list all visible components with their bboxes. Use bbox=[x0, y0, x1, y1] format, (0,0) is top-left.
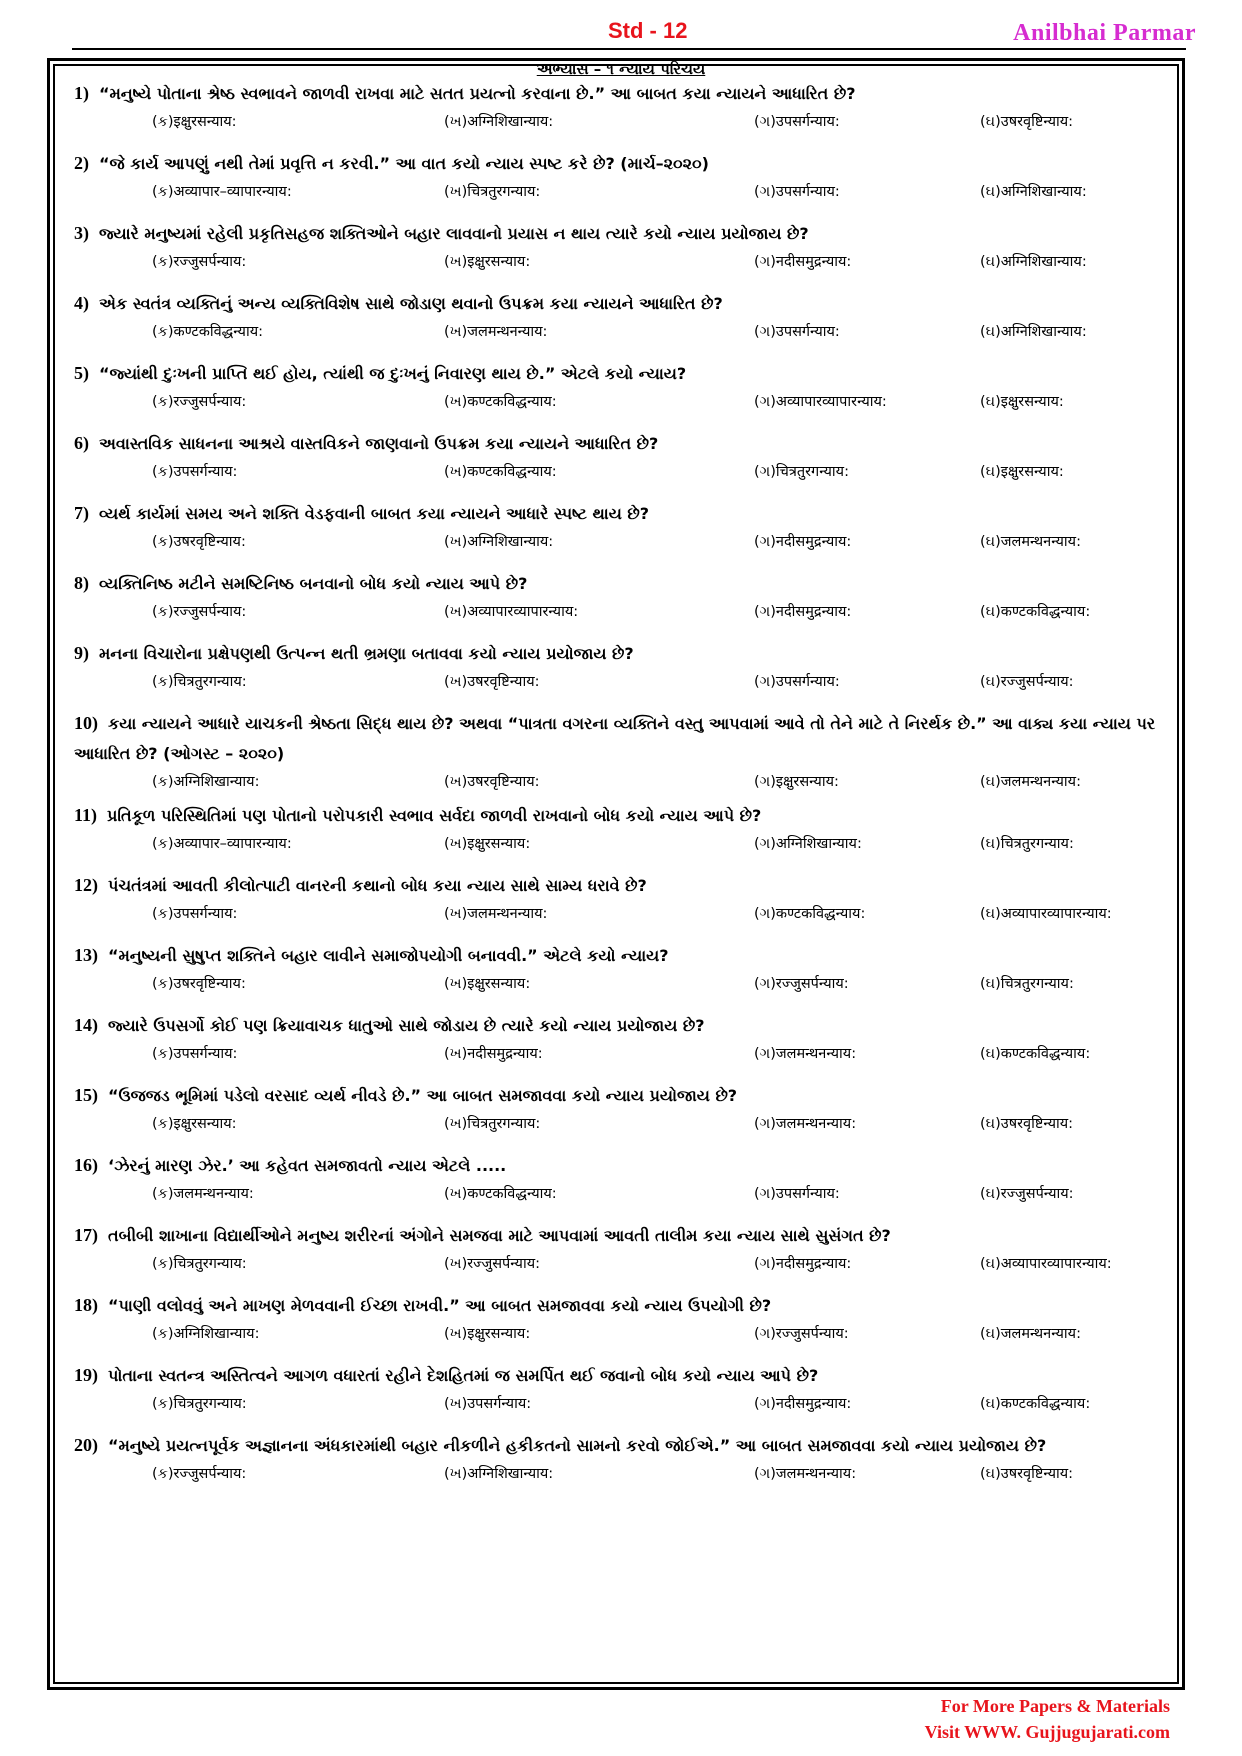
question-item bbox=[74, 1010, 1174, 1067]
option-b: (ખ)इक्षुरसन्याय: bbox=[444, 1326, 531, 1342]
question-text-row bbox=[74, 78, 1174, 109]
question-text: જ્યારે ઉપસર્ગો કોઈ પણ ક્રિયાવાચક ધાતુઓ સાથે જોડાય છે ત્યારે કયો ન્યાય પ્રયોજાય છે? bbox=[108, 1016, 705, 1035]
question-item bbox=[74, 800, 1174, 857]
question-item bbox=[74, 218, 1174, 275]
option-a: (ક)उपसर्गन्याय: bbox=[152, 1046, 238, 1062]
question-item bbox=[74, 358, 1174, 415]
question-text: એક સ્વતંત્ર વ્યક્તિનું અન્ય વ્યક્તિવિશેષ સાથે જોડાણ થવાનો ઉપક્રમ કયા ન્યાયને આધારિત છે? bbox=[99, 294, 723, 313]
options-row bbox=[74, 179, 1174, 205]
options-row bbox=[74, 599, 1174, 625]
question-item bbox=[74, 1360, 1174, 1417]
question-item bbox=[74, 498, 1174, 555]
question-text: પંચતંત્રમાં આવતી કીલોત્પાટી વાનરની કથાનો બોધ કયા ન્યાય સાથે સામ્ય ધરાવે છે? bbox=[108, 876, 647, 895]
section-title bbox=[0, 60, 1242, 78]
question-text: “જ્યાંથી દુઃખની પ્રાપ્તિ થઈ હોય, ત્યાંથી જ દુઃખનું નિવારણ થાય છે.” એટલે કયો ન્યાય? bbox=[99, 364, 687, 383]
option-c: (ગ)नदीसमुद्रन्याय: bbox=[754, 534, 852, 550]
question-text: અવાસ્તવિક સાધનના આશ્રયે વાસ્તવિકને જાણવાનો ઉપક્રમ કયા ન્યાયને આધારિત છે? bbox=[99, 434, 659, 453]
option-c: (ગ)उपसर्गन्याय: bbox=[754, 1186, 840, 1202]
options-row bbox=[74, 389, 1174, 415]
option-c: (ગ)उपसर्गन्याय: bbox=[754, 324, 840, 340]
question-number: 2) bbox=[74, 153, 89, 173]
option-c: (ગ)अग्निशिखान्याय: bbox=[754, 836, 862, 852]
question-number: 4) bbox=[74, 293, 89, 313]
question-text: “મનુષ્યે પોતાના શ્રેષ્ઠ સ્વભાવને જાળવી રાખવા માટે સતત પ્રયત્નો કરવાના છે.” આ બાબત કયા ન્યાયને આધારિત છે? bbox=[99, 84, 856, 103]
option-d: (ઘ)चित्रतुरगन्याय: bbox=[980, 836, 1074, 852]
options-row bbox=[74, 901, 1174, 927]
option-c: (ગ)जलमन्थनन्याय: bbox=[754, 1466, 857, 1482]
option-a: (ક)रज्जुसर्पन्याय: bbox=[152, 604, 247, 620]
question-text: ‘ઝેરનું મારણ ઝેર.’ આ કહેવત સમજાવતો ન્યાય એટલે ..... bbox=[108, 1156, 507, 1175]
option-d: (ઘ)उषरवृष्टिन्याय: bbox=[980, 1116, 1074, 1132]
question-text: વ્યક્તિનિષ્ઠ મટીને સમષ્ટિનિષ્ઠ બનવાનો બોધ કયો ન્યાય આપે છે? bbox=[99, 574, 528, 593]
question-text: “મનુષ્યની સુષુપ્ત શક્તિને બહાર લાવીને સમાજોપયોગી બનાવવી.” એટલે કયો ન્યાય? bbox=[108, 946, 669, 965]
options-row bbox=[74, 459, 1174, 485]
options-row bbox=[74, 249, 1174, 275]
option-c: (ગ)उपसर्गन्याय: bbox=[754, 184, 840, 200]
question-text-row bbox=[74, 428, 1174, 459]
question-number: 19) bbox=[74, 1365, 98, 1385]
question-number: 18) bbox=[74, 1295, 98, 1315]
options-row bbox=[74, 1251, 1174, 1277]
question-text-row bbox=[74, 1290, 1174, 1321]
options-row bbox=[74, 1041, 1174, 1067]
question-number: 15) bbox=[74, 1085, 98, 1105]
option-a: (ક)अग्निशिखान्याय: bbox=[152, 774, 260, 790]
question-text-row bbox=[74, 1150, 1174, 1181]
option-d: (ઘ)इक्षुरसन्याय: bbox=[980, 394, 1064, 410]
question-text: “ઉજજડ ભૂમિમાં પડેલો વરસાદ વ્યર્થ નીવડે છે.” આ બાબત સમજાવવા કયો ન્યાય પ્રયોજાય છે? bbox=[108, 1086, 738, 1105]
option-a: (ક)रज्जुसर्पन्याय: bbox=[152, 1466, 247, 1482]
options-row bbox=[74, 831, 1174, 857]
option-d: (ઘ)अव्यापारव्यापारन्याय: bbox=[980, 1256, 1112, 1272]
question-text-row bbox=[74, 1430, 1174, 1461]
option-a: (ક)चित्रतुरगन्याय: bbox=[152, 1396, 247, 1412]
options-row bbox=[74, 529, 1174, 555]
question-text: પોતાના સ્વતન્ત્ર અસ્તિત્વને આગળ વધારતાં રહીને દેશહિતમાં જ સમર્પિત થઈ જવાનો બોધ કયો ન્યાય આપે છે? bbox=[108, 1366, 819, 1385]
question-text-row bbox=[74, 800, 1174, 831]
question-item bbox=[74, 708, 1174, 795]
question-text-row bbox=[74, 358, 1174, 389]
question-text-row bbox=[74, 288, 1174, 319]
option-d: (ઘ)जलमन्थनन्याय: bbox=[980, 1326, 1081, 1342]
question-item bbox=[74, 428, 1174, 485]
options-row bbox=[74, 1111, 1174, 1137]
option-d: (ઘ)कण्टकविद्धन्याय: bbox=[980, 1046, 1091, 1062]
question-text-row bbox=[74, 148, 1174, 179]
question-text: કયા ન્યાયને આધારે યાચકની શ્રેષ્ઠતા સિદ્ધ થાય છે? અથવા “પાત્રતા વગરના વ્યક્તિને વસ્તુ આપવામાં આવે તો તેને માટે તે નિરર્થક છે.” આ વાક્ય કયા ન્યાય પર આધારિત છે? (ઓગસ્ટ – ૨૦૨૦) bbox=[74, 714, 1156, 763]
question-item bbox=[74, 1430, 1174, 1487]
option-b: (ખ)रज्जुसर्पन्याय: bbox=[444, 1256, 540, 1272]
options-row bbox=[74, 769, 1174, 795]
option-c: (ગ)नदीसमुद्रन्याय: bbox=[754, 604, 852, 620]
question-text-row bbox=[74, 218, 1174, 249]
option-d: (ઘ)उषरवृष्टिन्याय: bbox=[980, 1466, 1074, 1482]
option-b: (ખ)जलमन्थनन्याय: bbox=[444, 324, 548, 340]
question-item bbox=[74, 638, 1174, 695]
question-item bbox=[74, 940, 1174, 997]
header-divider bbox=[72, 48, 1186, 50]
question-item bbox=[74, 1220, 1174, 1277]
option-a: (ક)उषरवृष्टिन्याय: bbox=[152, 534, 246, 550]
question-number: 9) bbox=[74, 643, 89, 663]
option-d: (ઘ)रज्जुसर्पन्याय: bbox=[980, 1186, 1074, 1202]
option-a: (ક)इक्षुरसन्याय: bbox=[152, 114, 237, 130]
options-row bbox=[74, 1321, 1174, 1347]
option-b: (ખ)उपसर्गन्याय: bbox=[444, 1396, 532, 1412]
question-number: 11) bbox=[74, 805, 98, 825]
option-b: (ખ)इक्षुरसन्याय: bbox=[444, 836, 531, 852]
question-text-row bbox=[74, 1220, 1174, 1251]
question-number: 6) bbox=[74, 433, 89, 453]
question-number: 1) bbox=[74, 83, 89, 103]
question-item bbox=[74, 568, 1174, 625]
option-a: (ક)उपसर्गन्याय: bbox=[152, 464, 238, 480]
option-d: (ઘ)रज्जुसर्पन्याय: bbox=[980, 674, 1074, 690]
option-a: (ક)कण्टकविद्धन्याय: bbox=[152, 324, 263, 340]
option-b: (ખ)कण्टकविद्धन्याय: bbox=[444, 394, 557, 410]
question-text: મનના વિચારોના પ્રક્ષેપણથી ઉત્પન્ન થતી ભ્રમણા બતાવવા કયો ન્યાય પ્રયોજાય છે? bbox=[99, 644, 634, 663]
options-row bbox=[74, 1461, 1174, 1487]
question-text-row bbox=[74, 870, 1174, 901]
option-a: (ક)चित्रतुरगन्याय: bbox=[152, 1256, 247, 1272]
option-d: (ઘ)अग्निशिखान्याय: bbox=[980, 184, 1087, 200]
question-number: 20) bbox=[74, 1435, 98, 1455]
question-text-row bbox=[74, 940, 1174, 971]
question-text-row bbox=[74, 1080, 1174, 1111]
question-number: 17) bbox=[74, 1225, 98, 1245]
options-row bbox=[74, 669, 1174, 695]
question-item bbox=[74, 78, 1174, 135]
question-text: “પાણી વલોવવું અને માખણ મેળવવાની ઈચ્છા રાખવી.” આ બાબત સમજાવવા કયો ન્યાય ઉપયોગી છે? bbox=[108, 1296, 772, 1315]
option-a: (ક)उषरवृष्टिन्याय: bbox=[152, 976, 246, 992]
option-d: (ઘ)अग्निशिखान्याय: bbox=[980, 254, 1087, 270]
option-d: (ઘ)अव्यापारव्यापारन्याय: bbox=[980, 906, 1112, 922]
question-number: 12) bbox=[74, 875, 98, 895]
question-text: “મનુષ્યે પ્રયત્નપૂર્વક અજ્ઞાનના અંધકારમાંથી બહાર નીકળીને હકીકતનો સામનો કરવો જોઈએ.” આ બાબત સમજાવવા કયો ન્યાય પ્રયોજાય છે? bbox=[108, 1436, 1047, 1455]
question-text: જ્યારે મનુષ્યમાં રહેલી પ્રકૃતિસહજ શક્તિઓને બહાર લાવવાનો પ્રયાસ ન થાય ત્યારે કયો ન્યાય પ્રયોજાય છે? bbox=[99, 224, 809, 243]
footer-website-link[interactable]: Visit WWW. Gujjugujarati.com bbox=[924, 1722, 1170, 1742]
option-d: (ઘ)इक्षुरसन्याय: bbox=[980, 464, 1064, 480]
question-text-row bbox=[74, 708, 1174, 769]
question-text-row bbox=[74, 638, 1174, 669]
option-d: (ઘ)उषरवृष्टिन्याय: bbox=[980, 114, 1074, 130]
option-a: (ક)इक्षुरसन्याय: bbox=[152, 1116, 237, 1132]
options-row bbox=[74, 109, 1174, 135]
option-a: (ક)उपसर्गन्याय: bbox=[152, 906, 238, 922]
option-b: (ખ)अग्निशिखान्याय: bbox=[444, 534, 554, 550]
options-row bbox=[74, 1391, 1174, 1417]
question-number: 8) bbox=[74, 573, 89, 593]
option-b: (ખ)इक्षुरसन्याय: bbox=[444, 976, 531, 992]
option-a: (ક)चित्रतुरगन्याय: bbox=[152, 674, 247, 690]
option-c: (ગ)अव्यापारव्यापारन्याय: bbox=[754, 394, 887, 410]
standard-label: Std - 12 bbox=[608, 18, 688, 43]
option-b: (ખ)कण्टकविद्धन्याय: bbox=[444, 464, 557, 480]
question-number: 7) bbox=[74, 503, 89, 523]
option-a: (ક)रज्जुसर्पन्याय: bbox=[152, 394, 247, 410]
option-b: (ખ)अग्निशिखान्याय: bbox=[444, 114, 554, 130]
question-item bbox=[74, 148, 1174, 205]
options-row bbox=[74, 319, 1174, 345]
footer-promo: For More Papers & Materials bbox=[940, 1696, 1170, 1716]
question-text: તબીબી શાખાના વિદ્યાર્થીઓને મનુષ્ય શરીરનાં અંગોને સમજવા માટે આપવામાં આવતી તાલીમ કયા ન્યાય સાથે સુસંગત છે? bbox=[108, 1226, 891, 1245]
question-number: 3) bbox=[74, 223, 89, 243]
question-text-row bbox=[74, 498, 1174, 529]
option-c: (ગ)चित्रतुरगन्याय: bbox=[754, 464, 849, 480]
question-item bbox=[74, 288, 1174, 345]
option-c: (ગ)उपसर्गन्याय: bbox=[754, 114, 840, 130]
option-b: (ખ)जलमन्थनन्याय: bbox=[444, 906, 548, 922]
option-d: (ઘ)कण्टकविद्धन्याय: bbox=[980, 604, 1091, 620]
section-title-text: અભ્યાસ – ૧ ન્યાય પરિચય bbox=[536, 60, 706, 78]
option-c: (ગ)नदीसमुद्रन्याय: bbox=[754, 1396, 852, 1412]
options-row bbox=[74, 971, 1174, 997]
option-d: (ઘ)अग्निशिखान्याय: bbox=[980, 324, 1087, 340]
question-number: 16) bbox=[74, 1155, 98, 1175]
option-a: (ક)जलमन्थनन्याय: bbox=[152, 1186, 254, 1202]
option-c: (ગ)रज्जुसर्पन्याय: bbox=[754, 976, 849, 992]
option-a: (ક)रज्जुसर्पन्याय: bbox=[152, 254, 247, 270]
option-c: (ગ)नदीसमुद्रन्याय: bbox=[754, 254, 852, 270]
option-d: (ઘ)कण्टकविद्धन्याय: bbox=[980, 1396, 1091, 1412]
option-a: (ક)अव्यापार–व्यापारन्याय: bbox=[152, 836, 292, 852]
option-d: (ઘ)जलमन्थनन्याय: bbox=[980, 534, 1081, 550]
question-text-row bbox=[74, 1360, 1174, 1391]
option-b: (ખ)अग्निशिखान्याय: bbox=[444, 1466, 554, 1482]
question-item bbox=[74, 1150, 1174, 1207]
option-b: (ખ)चित्रतुरगन्याय: bbox=[444, 1116, 541, 1132]
option-c: (ગ)कण्टकविद्धन्याय: bbox=[754, 906, 866, 922]
question-text-row bbox=[74, 568, 1174, 599]
question-number: 10) bbox=[74, 713, 98, 733]
question-text: વ્યર્થ કાર્યમાં સમય અને શક્તિ વેડફવાની બાબત કયા ન્યાયને આધારે સ્પષ્ટ થાય છે? bbox=[99, 504, 650, 523]
question-text: “જે કાર્ય આપણું નથી તેમાં પ્રવૃત્તિ ન કરવી.” આ વાત કયો ન્યાય સ્પષ્ટ કરે છે? (માર્ચ–૨૦૨૦) bbox=[99, 154, 709, 173]
option-d: (ઘ)चित्रतुरगन्याय: bbox=[980, 976, 1074, 992]
option-c: (ગ)उपसर्गन्याय: bbox=[754, 674, 840, 690]
option-a: (ક)अग्निशिखान्याय: bbox=[152, 1326, 260, 1342]
option-b: (ખ)चित्रतुरगन्याय: bbox=[444, 184, 541, 200]
option-c: (ગ)जलमन्थनन्याय: bbox=[754, 1046, 857, 1062]
option-c: (ગ)इक्षुरसन्याय: bbox=[754, 774, 839, 790]
question-item bbox=[74, 870, 1174, 927]
question-item bbox=[74, 1290, 1174, 1347]
option-b: (ખ)उषरवृष्टिन्याय: bbox=[444, 774, 540, 790]
option-b: (ખ)इक्षुरसन्याय: bbox=[444, 254, 531, 270]
option-b: (ખ)उषरवृष्टिन्याय: bbox=[444, 674, 540, 690]
question-text: પ્રતિકૂળ પરિસ્થિતિમાં પણ પોતાનો પરોપકારી સ્વભાવ સર્વદા જાળવી રાખવાનો બોધ કયો ન્યાય આપે છે? bbox=[107, 806, 762, 825]
option-c: (ગ)रज्जुसर्पन्याय: bbox=[754, 1326, 849, 1342]
option-b: (ખ)कण्टकविद्धन्याय: bbox=[444, 1186, 557, 1202]
option-b: (ખ)नदीसमुद्रन्याय: bbox=[444, 1046, 543, 1062]
question-number: 14) bbox=[74, 1015, 98, 1035]
options-row bbox=[74, 1181, 1174, 1207]
author-name: Anilbhai Parmar bbox=[1013, 20, 1196, 46]
option-a: (ક)अव्यापार–व्यापारन्याय: bbox=[152, 184, 292, 200]
option-b: (ખ)अव्यापारव्यापारन्याय: bbox=[444, 604, 579, 620]
option-c: (ગ)जलमन्थनन्याय: bbox=[754, 1116, 857, 1132]
question-number: 5) bbox=[74, 363, 89, 383]
question-item bbox=[74, 1080, 1174, 1137]
option-c: (ગ)नदीसमुद्रन्याय: bbox=[754, 1256, 852, 1272]
question-number: 13) bbox=[74, 945, 98, 965]
question-text-row bbox=[74, 1010, 1174, 1041]
option-d: (ઘ)जलमन्थनन्याय: bbox=[980, 774, 1081, 790]
